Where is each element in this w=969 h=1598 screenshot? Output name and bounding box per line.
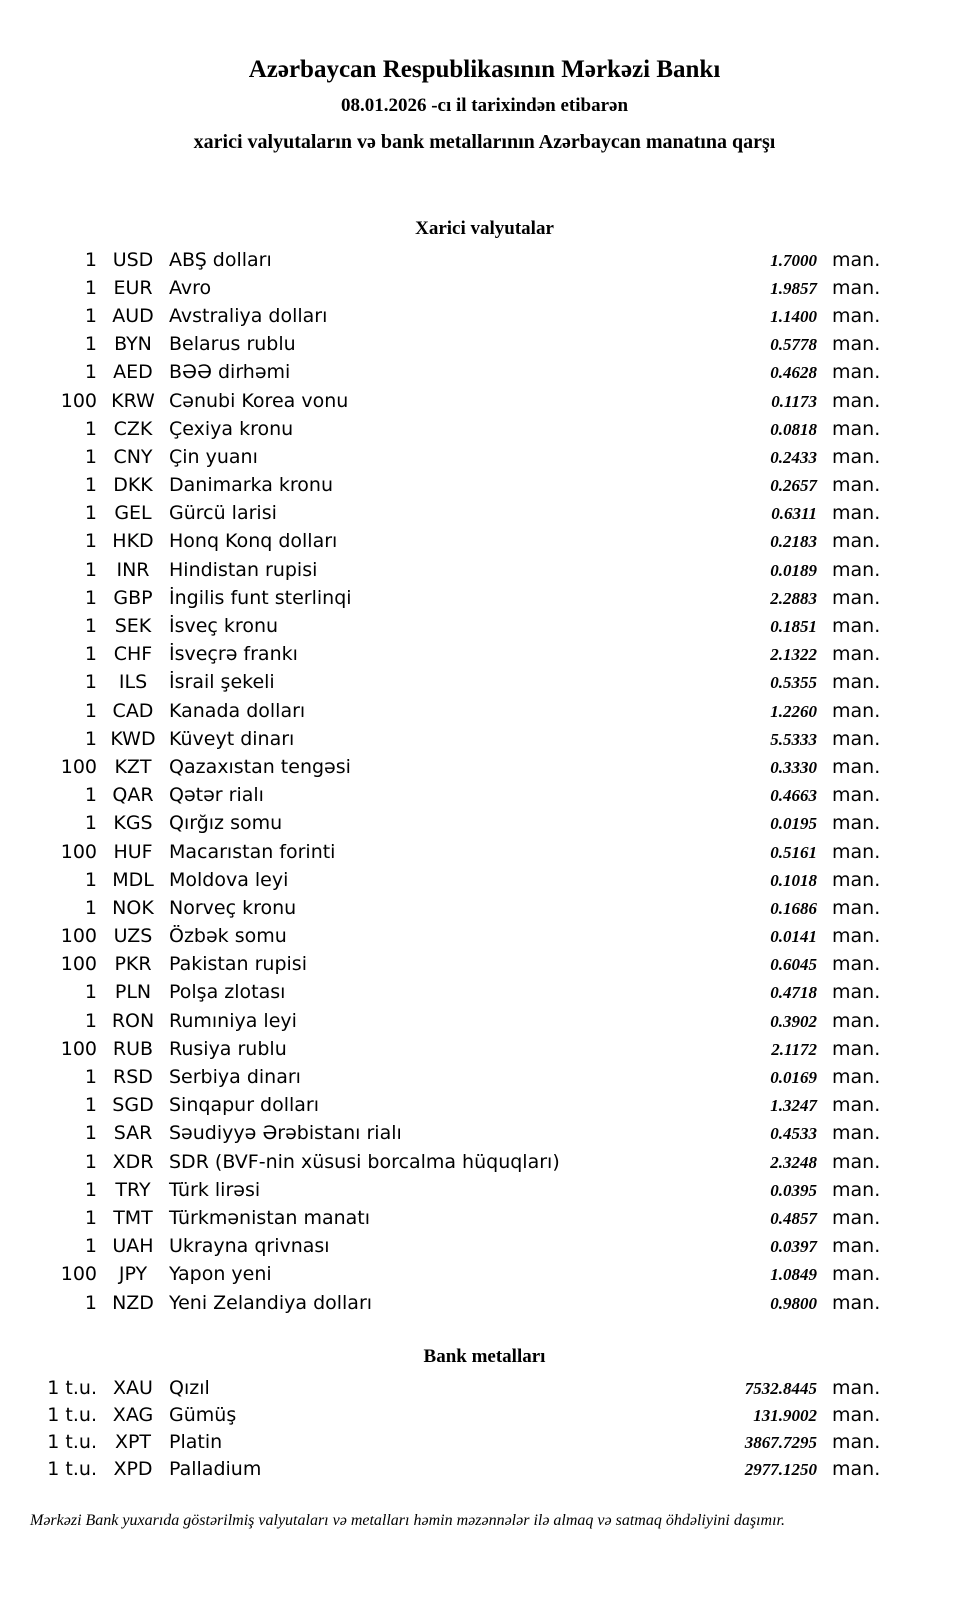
currency-name: BƏƏ dirhəmi — [169, 361, 291, 384]
currency-name: Rusiya rublu — [169, 1037, 287, 1060]
rate-value: 0.6045 — [770, 955, 817, 975]
currency-name: Yapon yeni — [169, 1263, 272, 1286]
currency-code: XDR — [112, 1150, 154, 1173]
unit-label: man. — [832, 502, 881, 525]
quantity: 1 — [84, 1094, 97, 1117]
currency-code: XAU — [113, 1376, 153, 1399]
rate-value: 0.1686 — [770, 898, 817, 918]
rate-value: 1.9857 — [770, 278, 817, 298]
quantity: 100 — [60, 953, 97, 976]
currency-name: Çin yuanı — [169, 445, 258, 468]
metals-table — [0, 1377, 969, 1485]
currency-code: RSD — [113, 1066, 153, 1089]
quantity: 100 — [60, 755, 97, 778]
currency-code: CZK — [113, 417, 153, 440]
unit-label: man. — [832, 981, 881, 1004]
rate-value: 0.0397 — [770, 1237, 817, 1257]
unit-label: man. — [832, 304, 881, 327]
quantity: 1 — [84, 784, 97, 807]
currency-name: Qazaxıstan tengəsi — [169, 755, 351, 778]
quantity: 1 — [84, 896, 97, 919]
currency-code: KRW — [111, 389, 155, 412]
rate-row — [40, 333, 884, 361]
currency-code: JPY — [118, 1263, 148, 1286]
rate-row — [40, 502, 884, 530]
rate-row — [40, 643, 884, 671]
quantity: 1 — [84, 615, 97, 638]
unit-label: man. — [832, 1066, 881, 1089]
currency-code: MDL — [112, 868, 154, 891]
unit-label: man. — [832, 671, 881, 694]
currency-name: Moldova leyi — [169, 868, 289, 891]
quantity: 1 t.u. — [47, 1457, 97, 1480]
page-subtitle: xarici valyutaların və bank metallarının Azərbaycan manatına qarşı — [193, 130, 776, 153]
rate-row — [40, 1292, 884, 1320]
unit-label: man. — [832, 1122, 881, 1145]
page-title: Azərbaycan Respublikasının Mərkəzi Bankı — [248, 56, 721, 83]
unit-label: man. — [832, 643, 881, 666]
currency-code: HUF — [113, 840, 153, 863]
quantity: 100 — [60, 925, 97, 948]
currency-code: SEK — [114, 615, 152, 638]
rate-value: 0.9800 — [770, 1293, 817, 1313]
currency-code: XAG — [112, 1403, 154, 1426]
quantity: 1 — [84, 474, 97, 497]
quantity: 100 — [60, 840, 97, 863]
quantity: 1 — [84, 1150, 97, 1173]
currency-code: CHF — [113, 643, 153, 666]
currency-code: AED — [113, 361, 153, 384]
unit-label: man. — [832, 1178, 881, 1201]
unit-label: man. — [832, 1235, 881, 1258]
currency-name: Çexiya kronu — [169, 417, 294, 440]
currency-name: Səudiyyə Ərəbistanı rialı — [169, 1122, 402, 1145]
rate-row — [40, 615, 884, 643]
currency-code: GBP — [113, 586, 153, 609]
currency-code: CNY — [113, 445, 153, 468]
unit-label: man. — [832, 558, 881, 581]
unit-label: man. — [832, 727, 881, 750]
rate-row — [40, 587, 884, 615]
currency-name: Macarıstan forinti — [169, 840, 336, 863]
currency-code: PKR — [114, 953, 152, 976]
currency-name: İngilis funt sterlinqi — [169, 586, 352, 609]
currency-code: UAH — [112, 1235, 154, 1258]
rate-row — [40, 530, 884, 558]
currency-code: KWD — [110, 727, 156, 750]
currency-name: SDR (BVF-nin xüsusi borcalma hüquqları) — [169, 1150, 560, 1173]
currency-code: KGS — [113, 812, 153, 835]
currency-name: Türkmənistan manatı — [169, 1206, 371, 1229]
unit-label: man. — [832, 1376, 881, 1399]
quantity: 1 — [84, 1009, 97, 1032]
currency-name: Gürcü larisi — [169, 502, 277, 525]
rate-value: 0.2433 — [770, 447, 817, 467]
rate-value: 1.2260 — [770, 701, 817, 721]
currency-name: Platin — [169, 1430, 223, 1453]
rate-value: 0.0169 — [770, 1068, 817, 1088]
unit-label: man. — [832, 812, 881, 835]
rate-row — [40, 784, 884, 812]
currency-code: INR — [116, 558, 150, 581]
rate-row — [40, 1122, 884, 1150]
currency-name: İsrail şekeli — [169, 671, 275, 694]
rate-row — [40, 1404, 884, 1431]
quantity: 1 t.u. — [47, 1403, 97, 1426]
rate-value: 0.6311 — [771, 504, 817, 524]
rate-value: 3867.7295 — [744, 1432, 817, 1452]
rate-value: 2.2883 — [770, 588, 817, 608]
rate-row — [40, 446, 884, 474]
rate-value: 0.4663 — [770, 786, 817, 806]
quantity: 1 — [84, 248, 97, 271]
currency-name: Belarus rublu — [169, 333, 296, 356]
currency-name: Danimarka kronu — [169, 474, 334, 497]
currency-code: RUB — [112, 1037, 154, 1060]
rate-row — [40, 1263, 884, 1291]
unit-label: man. — [832, 896, 881, 919]
currency-name: Gümüş — [169, 1403, 237, 1426]
currency-code: GEL — [114, 502, 152, 525]
metals-section-title: Bank metalları — [423, 1345, 546, 1367]
rate-row — [40, 869, 884, 897]
quantity: 1 — [84, 1066, 97, 1089]
quantity: 1 — [84, 502, 97, 525]
currency-code: XPD — [113, 1457, 153, 1480]
currency-code: UZS — [113, 925, 153, 948]
unit-label: man. — [832, 1263, 881, 1286]
rate-value: 0.4718 — [770, 983, 817, 1003]
currency-name: Ukrayna qrivnası — [169, 1235, 330, 1258]
rate-value: 131.9002 — [753, 1405, 817, 1425]
currency-code: ILS — [118, 671, 148, 694]
currency-code: CAD — [112, 699, 154, 722]
unit-label: man. — [832, 1430, 881, 1453]
rate-value: 0.5355 — [770, 673, 817, 693]
currency-code: NZD — [112, 1291, 154, 1314]
currency-name: İsveç kronu — [169, 615, 279, 638]
rate-value: 1.3247 — [770, 1096, 817, 1116]
rate-row — [40, 981, 884, 1009]
currency-code: NOK — [112, 896, 154, 919]
quantity: 1 — [84, 868, 97, 891]
currency-code: USD — [112, 248, 154, 271]
quantity: 1 — [84, 981, 97, 1004]
rate-row — [40, 812, 884, 840]
rate-row — [40, 700, 884, 728]
rate-row — [40, 671, 884, 699]
rate-value: 0.4533 — [770, 1124, 817, 1144]
currency-name: Qırğız somu — [169, 812, 283, 835]
currency-name: Honq Konq dolları — [169, 530, 338, 553]
quantity: 1 — [84, 1178, 97, 1201]
rate-value: 0.1173 — [771, 391, 817, 411]
currency-code: EUR — [113, 276, 153, 299]
currency-code: AUD — [112, 304, 154, 327]
rate-value: 0.3902 — [770, 1011, 817, 1031]
rate-value: 5.5333 — [770, 729, 817, 749]
rate-row — [40, 953, 884, 981]
rate-row — [40, 1458, 884, 1485]
rate-value: 2.1322 — [770, 645, 817, 665]
quantity: 1 — [84, 1291, 97, 1314]
currency-name: Küveyt dinarı — [169, 727, 295, 750]
rate-value: 0.2183 — [770, 532, 817, 552]
rate-value: 0.4857 — [770, 1208, 817, 1228]
quantity: 1 t.u. — [47, 1430, 97, 1453]
currency-code: PLN — [114, 981, 152, 1004]
unit-label: man. — [832, 586, 881, 609]
currency-name: Türk lirəsi — [169, 1178, 261, 1201]
rate-value: 1.1400 — [770, 306, 817, 326]
rate-value: 0.1018 — [770, 870, 817, 890]
unit-label: man. — [832, 1206, 881, 1229]
rate-row — [40, 897, 884, 925]
unit-label: man. — [832, 784, 881, 807]
rate-value: 0.5161 — [770, 842, 817, 862]
rate-value: 7532.8445 — [744, 1378, 817, 1398]
quantity: 100 — [60, 1037, 97, 1060]
currency-code: DKK — [113, 474, 153, 497]
quantity: 1 — [84, 558, 97, 581]
rate-row — [40, 756, 884, 784]
currency-name: Palladium — [169, 1457, 262, 1480]
currency-name: Hindistan rupisi — [169, 558, 318, 581]
quantity: 1 — [84, 671, 97, 694]
currency-code: QAR — [112, 784, 154, 807]
quantity: 1 — [84, 643, 97, 666]
unit-label: man. — [832, 276, 881, 299]
rate-value: 2977.1250 — [744, 1459, 817, 1479]
currency-name: Avstraliya dolları — [169, 304, 328, 327]
rate-row — [40, 390, 884, 418]
rate-row — [40, 728, 884, 756]
currency-name: Norveç kronu — [169, 896, 297, 919]
rate-value: 0.5778 — [770, 335, 817, 355]
currency-name: Rumıniya leyi — [169, 1009, 297, 1032]
unit-label: man. — [832, 925, 881, 948]
currency-name: Sinqapur dolları — [169, 1094, 320, 1117]
rate-row — [40, 1377, 884, 1404]
rate-value: 0.3330 — [770, 757, 817, 777]
rate-value: 0.4628 — [770, 363, 817, 383]
rate-row — [40, 305, 884, 333]
rate-row — [40, 1207, 884, 1235]
unit-label: man. — [832, 755, 881, 778]
currency-name: Qətər rialı — [169, 784, 264, 807]
rate-value: 0.0395 — [770, 1180, 817, 1200]
unit-label: man. — [832, 615, 881, 638]
rate-row — [40, 1038, 884, 1066]
unit-label: man. — [832, 1037, 881, 1060]
rate-row — [40, 418, 884, 446]
unit-label: man. — [832, 361, 881, 384]
rate-value: 0.0818 — [770, 419, 817, 439]
quantity: 1 — [84, 727, 97, 750]
effective-date-line: 08.01.2026 -cı il tarixindən etibarən — [340, 95, 629, 116]
unit-label: man. — [832, 1291, 881, 1314]
unit-label: man. — [832, 1403, 881, 1426]
unit-label: man. — [832, 699, 881, 722]
quantity: 1 — [84, 445, 97, 468]
unit-label: man. — [832, 1150, 881, 1173]
unit-label: man. — [832, 953, 881, 976]
quantity: 1 — [84, 530, 97, 553]
quantity: 100 — [60, 1263, 97, 1286]
unit-label: man. — [832, 840, 881, 863]
rate-row — [40, 1431, 884, 1458]
currency-code: RON — [111, 1009, 155, 1032]
rate-row — [40, 1066, 884, 1094]
currency-name: Yeni Zelandiya dolları — [169, 1291, 373, 1314]
unit-label: man. — [832, 248, 881, 271]
rate-value: 2.3248 — [770, 1152, 817, 1172]
rate-value: 1.0849 — [770, 1265, 817, 1285]
unit-label: man. — [832, 1009, 881, 1032]
rate-value: 2.1172 — [771, 1039, 817, 1059]
currency-code: XPT — [114, 1430, 152, 1453]
rate-row — [40, 841, 884, 869]
currency-code: TMT — [113, 1206, 153, 1229]
rate-row — [40, 1094, 884, 1122]
rate-row — [40, 1010, 884, 1038]
disclaimer-text: Mərkəzi Bank yuxarıda göstərilmiş valyutaları və metalları həmin məzənnələr ilə almaq və satmaq öhdəliyini daşımır. — [30, 1511, 785, 1529]
quantity: 1 — [84, 361, 97, 384]
unit-label: man. — [832, 417, 881, 440]
rate-row — [40, 1235, 884, 1263]
rate-row — [40, 361, 884, 389]
rate-value: 1.7000 — [770, 250, 817, 270]
rate-value: 0.0195 — [770, 814, 817, 834]
quantity: 100 — [60, 389, 97, 412]
unit-label: man. — [832, 445, 881, 468]
quantity: 1 — [84, 1235, 97, 1258]
rate-value: 0.1851 — [770, 617, 817, 637]
unit-label: man. — [832, 333, 881, 356]
unit-label: man. — [832, 389, 881, 412]
currency-code: HKD — [112, 530, 154, 553]
quantity: 1 — [84, 333, 97, 356]
currency-name: Avro — [169, 276, 212, 299]
currency-code: TRY — [115, 1178, 151, 1201]
currency-code: SAR — [113, 1122, 153, 1145]
currency-code: KZT — [114, 755, 152, 778]
unit-label: man. — [832, 1094, 881, 1117]
currency-name: İsveçrə frankı — [169, 643, 298, 666]
quantity: 1 t.u. — [47, 1376, 97, 1399]
currency-code: SGD — [112, 1094, 154, 1117]
unit-label: man. — [832, 1457, 881, 1480]
rate-row — [40, 1179, 884, 1207]
rate-row — [40, 1151, 884, 1179]
currencies-section-title: Xarici valyutalar — [415, 217, 554, 239]
currency-name: Polşa zlotası — [169, 981, 286, 1004]
currency-name: Qızıl — [169, 1376, 210, 1399]
quantity: 1 — [84, 812, 97, 835]
quantity: 1 — [84, 699, 97, 722]
currency-name: Kanada dolları — [169, 699, 306, 722]
quantity: 1 — [84, 276, 97, 299]
rate-row — [40, 277, 884, 305]
unit-label: man. — [832, 868, 881, 891]
rate-row — [40, 559, 884, 587]
rate-value: 0.2657 — [770, 476, 817, 496]
currency-name: ABŞ dolları — [169, 248, 272, 271]
currency-name: Pakistan rupisi — [169, 953, 307, 976]
rate-row — [40, 474, 884, 502]
currency-name: Özbək somu — [169, 925, 287, 948]
quantity: 1 — [84, 304, 97, 327]
quantity: 1 — [84, 1206, 97, 1229]
currency-code: BYN — [114, 333, 152, 356]
currency-name: Serbiya dinarı — [169, 1066, 301, 1089]
currencies-table — [0, 249, 969, 1320]
quantity: 1 — [84, 1122, 97, 1145]
rate-value: 0.0189 — [770, 560, 817, 580]
quantity: 1 — [84, 417, 97, 440]
quantity: 1 — [84, 586, 97, 609]
rate-row — [40, 925, 884, 953]
rate-row — [40, 249, 884, 277]
unit-label: man. — [832, 530, 881, 553]
unit-label: man. — [832, 474, 881, 497]
currency-name: Cənubi Korea vonu — [169, 389, 349, 412]
rate-value: 0.0141 — [770, 927, 817, 947]
